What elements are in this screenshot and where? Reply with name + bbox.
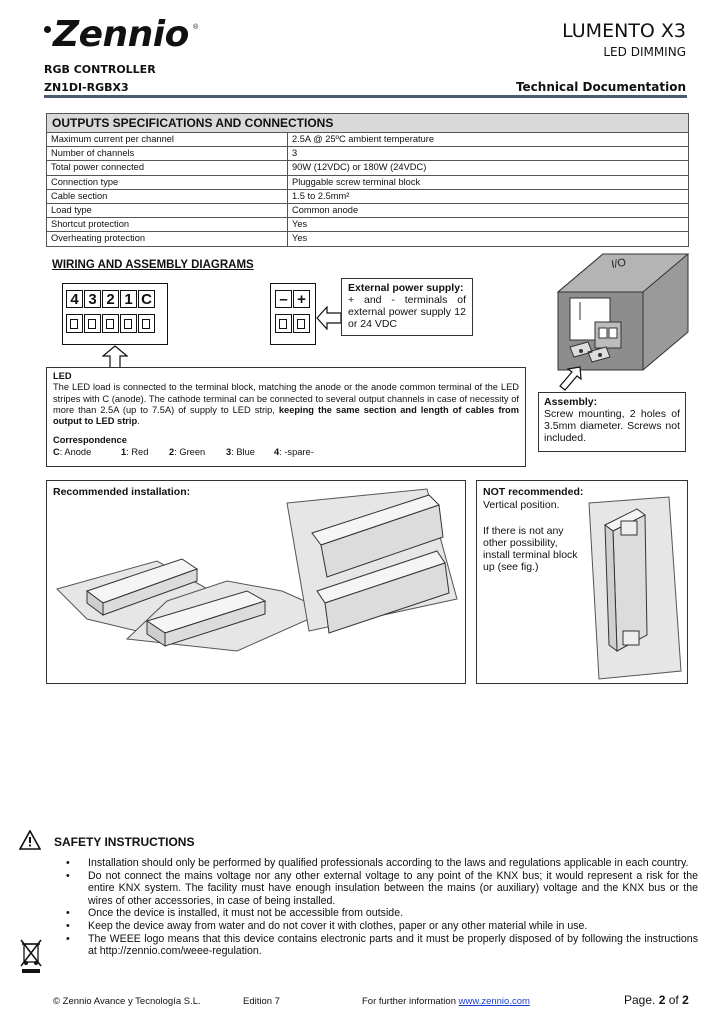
- recommended-installation-illustration: [47, 481, 465, 683]
- terminal-pin: [138, 314, 155, 333]
- corr-item: C: Anode: [53, 446, 92, 457]
- table-row: [47, 232, 689, 246]
- led-terminal-labels: [66, 290, 156, 309]
- safety-list: [52, 857, 698, 958]
- footer-company: © Zennio Avance y Tecnología S.L.: [53, 996, 201, 1007]
- external-power-title: External power supply:: [348, 282, 464, 294]
- table-row: [47, 161, 689, 175]
- doc-type: Technical Documentation: [515, 80, 686, 94]
- not-recommended-line1: Vertical position.: [483, 499, 560, 511]
- led-text-main: The LED load is connected to the terminal block, matching the anode or the anode common terminal of the LED stripes with C (anode). The cathode terminal can be connected to several output channels in case of necessity of more than 2.5A (up to 7.5A) of supply to LED strip,: [53, 382, 519, 415]
- terminal-pin: [84, 314, 101, 333]
- external-power-text: + and - terminals of external power supply 12 or 24 VDC: [348, 294, 466, 330]
- device-marks: I/O: [610, 256, 627, 271]
- spec-value: Yes: [288, 218, 689, 232]
- table-row: [47, 147, 689, 161]
- terminal-pin: [66, 314, 83, 333]
- zennio-logo: [44, 14, 189, 55]
- led-text-bold: keeping the same section and length of cables from output to LED strip: [53, 404, 520, 427]
- footer-edition: Edition 7: [243, 996, 280, 1007]
- assembly-title: Assembly:: [544, 396, 598, 408]
- not-recommended-title: NOT recommended:: [483, 486, 584, 498]
- terminal-label: 3: [84, 290, 101, 308]
- registered-mark: ®: [193, 24, 199, 31]
- corr-item: 3: Blue: [226, 446, 255, 457]
- logo-text: Zennio: [53, 14, 189, 55]
- spec-key: Cable section: [47, 189, 288, 203]
- wiring-title: WIRING AND ASSEMBLY DIAGRAMS: [52, 259, 254, 271]
- correspondence-title: Correspondence: [53, 435, 127, 446]
- spec-value: 90W (12VDC) or 180W (24VDC): [288, 161, 689, 175]
- terminal-label: 4: [66, 290, 83, 308]
- corr-item: 1: Red: [121, 446, 149, 457]
- spec-value: 3: [288, 147, 689, 161]
- list-item: • The WEEE logo means that this device contains electronic parts and it must be properly disposed of by following the instructions at http://zennio.com/weee-regulation.: [52, 933, 698, 958]
- spec-value: Common anode: [288, 203, 689, 217]
- led-text-end: .: [137, 416, 140, 427]
- list-item: • Once the device is installed, it must not be accessible from outside.: [52, 907, 698, 920]
- spec-value: Pluggable screw terminal block: [288, 175, 689, 189]
- power-terminal-block: [270, 283, 316, 345]
- spec-value: 2.5A @ 25ºC ambient temperature: [288, 133, 689, 147]
- device-assembly-illustration: [548, 252, 690, 382]
- table-row: [47, 175, 689, 189]
- table-row: [47, 133, 689, 147]
- spec-key: Overheating protection: [47, 232, 288, 246]
- arrow-up-icon: [102, 345, 128, 369]
- warning-icon: [19, 830, 41, 850]
- correspondence-list: [53, 447, 519, 458]
- led-title: LED: [53, 371, 72, 381]
- led-terminal-block: [62, 283, 168, 345]
- product-name: LUMENTO X3: [562, 20, 686, 42]
- list-item: • Do not connect the mains voltage nor any other external voltage to any point of the KNX bus; it would represent a risk for the entire KNX system. The facility must have enough insulation between the mains (or auxiliary) voltage and the KNX bus or the wires of other accessories, in case of being installed.: [52, 870, 698, 908]
- arrow-left-icon: [316, 306, 342, 330]
- product-code: ZN1DI-RGBX3: [44, 81, 129, 94]
- table-row: [47, 218, 689, 232]
- spec-key: Number of channels: [47, 147, 288, 161]
- led-description-box: [46, 367, 526, 467]
- spec-key: Load type: [47, 203, 288, 217]
- logo-dot: [44, 26, 51, 33]
- specs-table: [46, 113, 689, 247]
- table-row: [47, 203, 689, 217]
- specs-title: OUTPUTS SPECIFICATIONS AND CONNECTIONS: [47, 114, 689, 133]
- table-row: [47, 189, 689, 203]
- spec-value: Yes: [288, 232, 689, 246]
- spec-key: Shortcut protection: [47, 218, 288, 232]
- external-power-box: [341, 278, 473, 336]
- not-recommended-line2: If there is not any other possibility, install terminal block up (see fig.): [483, 525, 578, 573]
- footer-info: [362, 996, 530, 1007]
- assembly-box: [538, 392, 686, 452]
- terminal-pin: [120, 314, 137, 333]
- product-category: RGB CONTROLLER: [44, 63, 156, 76]
- header-rule: [44, 95, 687, 98]
- zennio-link[interactable]: www.zennio.com: [458, 996, 530, 1007]
- terminal-label: C: [138, 290, 155, 308]
- safety-title: SAFETY INSTRUCTIONS: [54, 835, 195, 849]
- specs-header-row: [47, 114, 689, 133]
- terminal-label: +: [293, 290, 310, 308]
- led-text: [53, 382, 519, 427]
- arrow-diagonal-icon: [558, 365, 584, 393]
- assembly-text: Screw mounting, 2 holes of 3.5mm diameter. Screws not included.: [544, 408, 680, 444]
- terminal-pin: [102, 314, 119, 333]
- list-item: • Installation should only be performed by qualified professionals according to the laws and regulations applicable in each country.: [52, 857, 698, 870]
- list-item: • Keep the device away from water and do not cover it with clothes, paper or any other material while in use.: [52, 920, 698, 933]
- led-terminal-pins: [66, 314, 156, 338]
- corr-item: 4: -spare-: [274, 446, 314, 457]
- recommended-title: Recommended installation:: [53, 486, 191, 498]
- product-subtitle: LED DIMMING: [603, 45, 686, 59]
- spec-key: Maximum current per channel: [47, 133, 288, 147]
- terminal-label: –: [275, 290, 292, 308]
- terminal-label: 1: [120, 290, 137, 308]
- terminal-pin: [293, 314, 310, 333]
- footer-info-text: For further information: [362, 996, 459, 1007]
- recommended-installation-box: [46, 480, 466, 684]
- spec-key: Connection type: [47, 175, 288, 189]
- power-terminal-pins: [275, 314, 311, 338]
- spec-value: 1.5 to 2.5mm²: [288, 189, 689, 203]
- spec-key: Total power connected: [47, 161, 288, 175]
- not-recommended-box: [476, 480, 688, 684]
- corr-item: 2: Green: [169, 446, 206, 457]
- power-terminal-labels: [275, 290, 311, 309]
- terminal-label: 2: [102, 290, 119, 308]
- footer-page: Page. 2 of 2: [624, 993, 689, 1007]
- terminal-pin: [275, 314, 292, 333]
- weee-bin-icon: [20, 938, 42, 974]
- vertical-installation-illustration: [585, 495, 687, 681]
